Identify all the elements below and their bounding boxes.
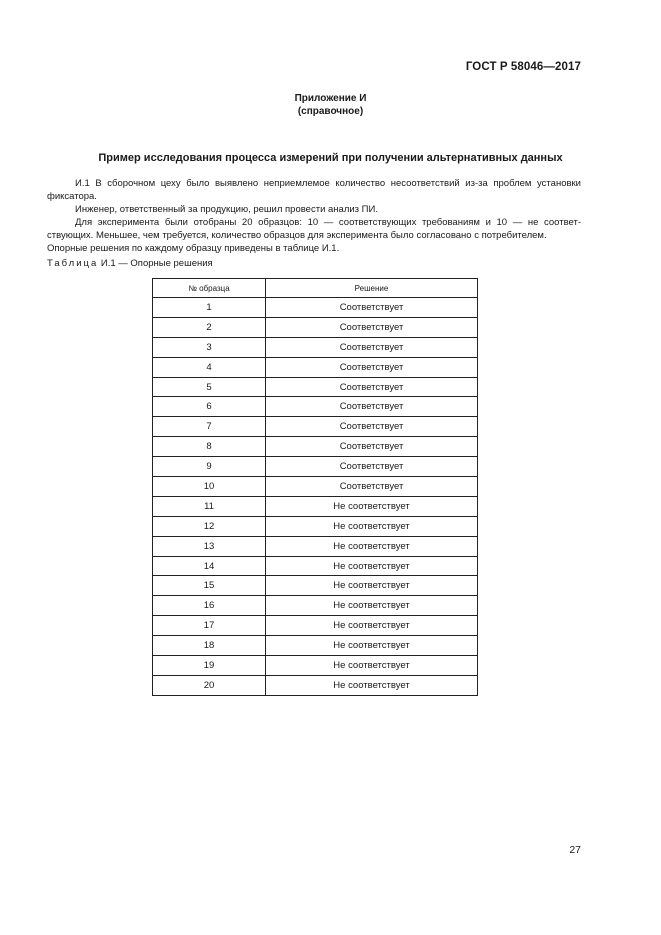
table-row — [153, 477, 478, 497]
sample-number-cell: 6 — [153, 397, 266, 417]
table-row — [153, 656, 478, 676]
sample-number-cell: 18 — [153, 636, 266, 656]
sample-number-cell: 3 — [153, 337, 266, 357]
table-caption-prefix: Таблица — [47, 258, 99, 269]
sample-number-cell: 14 — [153, 556, 266, 576]
table-row — [153, 417, 478, 437]
sample-number-cell: 4 — [153, 357, 266, 377]
decision-cell: Соответствует — [266, 417, 478, 437]
table-caption-text: И.1 — Опорные решения — [98, 258, 213, 269]
decision-cell: Соответствует — [266, 337, 478, 357]
decision-cell: Соответствует — [266, 298, 478, 318]
sample-number-cell: 19 — [153, 656, 266, 676]
table-row — [153, 298, 478, 318]
decision-cell: Не соответствует — [266, 536, 478, 556]
sample-number-cell: 12 — [153, 516, 266, 536]
sample-number-cell: 11 — [153, 496, 266, 516]
appendix-title: Приложение И — [294, 93, 367, 104]
decision-cell: Соответствует — [266, 317, 478, 337]
table-row — [153, 576, 478, 596]
decision-cell: Не соответствует — [266, 656, 478, 676]
table-row — [153, 357, 478, 377]
sample-number-cell: 2 — [153, 317, 266, 337]
table-row — [153, 556, 478, 576]
appendix-subtitle: (справочное) — [297, 106, 364, 117]
table-row — [153, 675, 478, 695]
header-decision: Решение — [266, 279, 478, 298]
document-code: ГОСТ Р 58046—2017 — [465, 61, 581, 73]
paragraph-reference: Опорные решения по каждому образцу приведены в таблице И.1. — [47, 243, 340, 254]
sample-number-cell: 17 — [153, 616, 266, 636]
sample-number-cell: 16 — [153, 596, 266, 616]
table-body — [153, 298, 478, 696]
decision-cell: Соответствует — [266, 397, 478, 417]
decision-cell: Соответствует — [266, 457, 478, 477]
table-header-row — [153, 279, 478, 298]
paragraph-samples-line2: ствующих. Меньшее, чем требуется, количество образцов для эксперимента было согласовано с потребителем. — [47, 230, 547, 241]
sample-number-cell: 13 — [153, 536, 266, 556]
table-row — [153, 616, 478, 636]
header-sample-number: № образца — [153, 279, 266, 298]
page-number: 27 — [569, 844, 581, 856]
decision-cell: Не соответствует — [266, 636, 478, 656]
decision-cell: Соответствует — [266, 437, 478, 457]
reference-decisions-table — [152, 278, 478, 696]
table-row — [153, 317, 478, 337]
table-row — [153, 596, 478, 616]
decision-cell: Не соответствует — [266, 596, 478, 616]
table-row — [153, 536, 478, 556]
decision-cell: Не соответствует — [266, 616, 478, 636]
table-row — [153, 496, 478, 516]
table-row — [153, 516, 478, 536]
paragraph-intro: И.1 В сборочном цеху было выявлено неприемлемое количество несоответствий из-за проблем установки фиксатора. — [47, 178, 581, 202]
decision-cell: Не соответствует — [266, 516, 478, 536]
decision-cell: Не соответствует — [266, 556, 478, 576]
decision-cell: Соответствует — [266, 477, 478, 497]
table-row — [153, 437, 478, 457]
body-text — [47, 177, 581, 255]
sample-number-cell: 10 — [153, 477, 266, 497]
table-row — [153, 337, 478, 357]
paragraph-samples-line1: Для эксперимента были отобраны 20 образцов: 10 — соответствующих требованиям и 10 — не соответ- — [75, 217, 581, 228]
sample-number-cell: 8 — [153, 437, 266, 457]
sample-number-cell: 20 — [153, 675, 266, 695]
decision-cell: Соответствует — [266, 377, 478, 397]
section-title: Пример исследования процесса измерений при получении альтернативных данных — [98, 152, 563, 164]
sample-number-cell: 7 — [153, 417, 266, 437]
table-row — [153, 377, 478, 397]
appendix-heading — [0, 92, 661, 118]
sample-number-cell: 15 — [153, 576, 266, 596]
paragraph-engineer: Инженер, ответственный за продукцию, решил провести анализ ПИ. — [75, 204, 378, 215]
table-caption — [47, 258, 213, 269]
table-row — [153, 636, 478, 656]
decision-cell: Не соответствует — [266, 496, 478, 516]
sample-number-cell: 9 — [153, 457, 266, 477]
decision-cell: Соответствует — [266, 357, 478, 377]
table-row — [153, 397, 478, 417]
table-row — [153, 457, 478, 477]
sample-number-cell: 1 — [153, 298, 266, 318]
sample-number-cell: 5 — [153, 377, 266, 397]
decision-cell: Не соответствует — [266, 576, 478, 596]
decision-cell: Не соответствует — [266, 675, 478, 695]
